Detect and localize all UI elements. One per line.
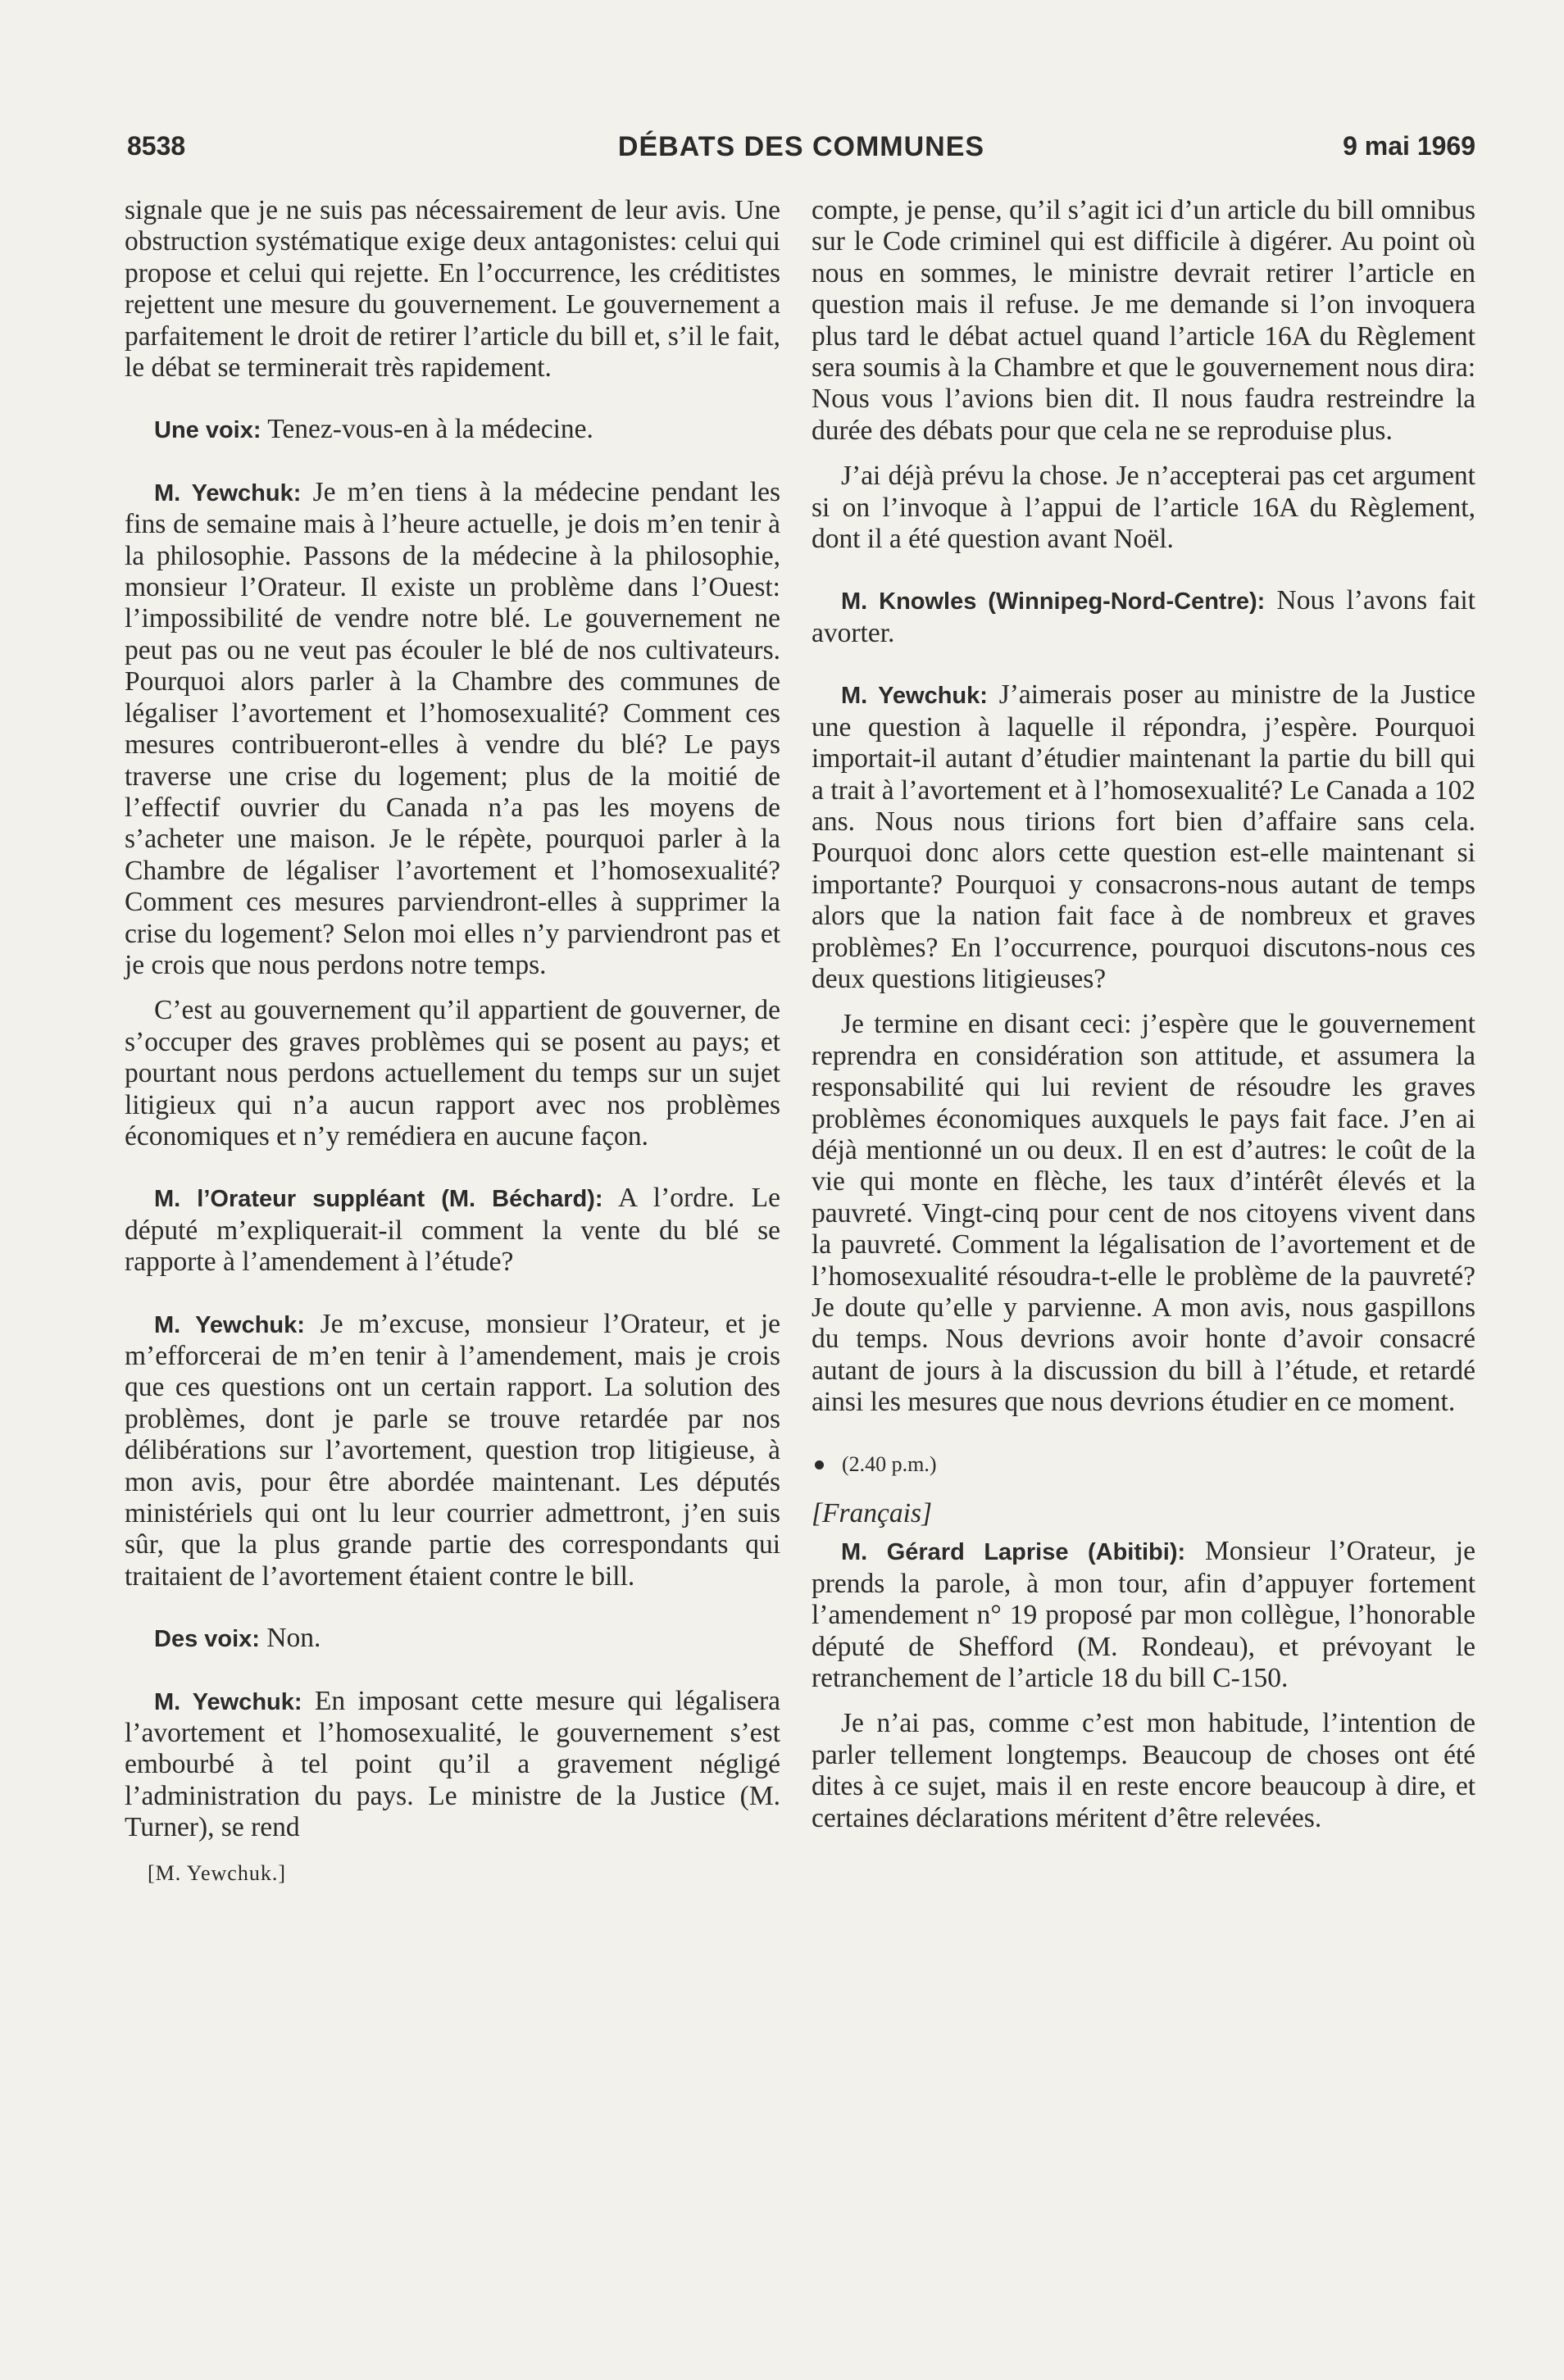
- speaker-name: M. l’Orateur suppléant (M. Béchard):: [154, 1186, 603, 1213]
- paragraph: J’ai déjà prévu la chose. Je n’accepterai pas cet argument si on l’invoque à l’appui de l’article 16A du Règlement, dont il a été question avant Noël.: [812, 461, 1475, 555]
- paragraph: Je termine en disant ceci: j’espère que le gouvernement reprendra en considération son attitude, et assumera la responsabilité qui lui revient de résoudre les graves problèmes économiques auxquels le pays fait face. J’en ai déjà mentionné un ou deux. Il en est d’autres: le coût de la vie qui monte en flèche, les taux d’intérêt élevés et la pauvreté. Vingt-cinq pour cent de nos citoyens vivent dans la pauvreté. Comment la légalisation de l’avortement et de l’homosexualité résoudra-t-elle le problème de la pauvreté? Je doute qu’elle y parvienne. A mon avis, nous gaspillons du temps. Nous devrions avoir honte d’avoir consacré autant de jours à la discussion du bill à l’étude, et retardé ainsi les mesures que nous devrions étudier en ce moment.: [812, 1009, 1475, 1418]
- speaker-name: M. Yewchuk:: [154, 1688, 302, 1715]
- paragraph: Je n’ai pas, comme c’est mon habitude, l’intention de parler tellement longtemps. Beaucoup de choses ont été dites à ce sujet, mais il en reste encore beaucoup à dire, et certaines déclarations méritent d’être relevées.: [812, 1708, 1475, 1833]
- language-marker: [Français]: [812, 1498, 933, 1529]
- time-text: (2.40 p.m.): [842, 1451, 937, 1476]
- bullet-icon: [815, 1460, 824, 1469]
- speech-text: J’aimerais poser au ministre de la Justice une question à laquelle il répondra, j’espère. Pourquoi importait-il autant d’étudier maintenant la partie du bill qui a trait à l’avortement et à l’homosexualité? Le Canada a 102 ans. Nous nous tirions fort bien d’affaire sans cela. Pourquoi donc alors cette question est-elle maintenant si importante? Pourquoi y consacrons-nous autant de temps alors que la nation fait face à de nombreux et graves problèmes? En l’occurrence, pourquoi discutons-nous ces deux questions litigieuses?: [812, 679, 1475, 994]
- speaker-name: M. Gérard Laprise (Abitibi):: [841, 1539, 1186, 1566]
- page-header: [127, 131, 1475, 172]
- left-column: [125, 195, 780, 1889]
- speech-paragraph: [125, 1686, 780, 1844]
- speaker-name: M. Yewchuk:: [154, 479, 302, 506]
- speaker-name: Une voix:: [154, 417, 261, 444]
- speech-paragraph: [125, 1623, 780, 1655]
- speaker-footnote: [M. Yewchuk.]: [148, 1860, 286, 1885]
- page-number: 8538: [127, 131, 186, 161]
- speech-text: Non.: [259, 1623, 321, 1654]
- right-column: [812, 195, 1475, 1848]
- paragraph: signale que je ne suis pas nécessairement de leur avis. Une obstruction systématique exige deux antagonistes: celui qui propose et celui qui rejette. En l’occurrence, les créditistes rejettent une mesure du gouvernement. Le gouvernement a parfaitement le droit de retirer l’article du bill et, s’il le fait, le débat se terminerait très rapidement.: [125, 195, 780, 384]
- speech-text: A l’ordre. Le député m’expliquerait-il comment la vente du blé se rapporte à l’amendement à l’étude?: [125, 1183, 780, 1278]
- speech-text: Je m’en tiens à la médecine pendant les fins de semaine mais à l’heure actuelle, je dois m’en tenir à la philosophie. Passons de la médecine à la philosophie, monsieur l’Orateur. Il existe un problème dans l’Ouest: l’impossibilité de vendre notre blé. Le gouvernement ne peut pas ou ne veut pas écouler le blé de nos cultivateurs. Pourquoi alors parler à la Chambre des communes de légaliser l’avortement et l’homosexualité? Comment ces mesures contribueront-elles à vendre du blé? Le pays traverse une crise du logement; plus de la moitié de l’effectif ouvrier du Canada n’a pas les moyens de s’acheter une maison. Je le répète, pourquoi parler à la Chambre de légaliser l’avortement et l’homosexualité? Comment ces mesures parviendront-elles à supprimer la crise du logement? Selon moi elles n’y parviendront pas et je crois que nous perdons notre temps.: [125, 476, 780, 980]
- speech-paragraph: [812, 679, 1475, 995]
- time-marker: [812, 1449, 1475, 1480]
- speech-paragraph: [125, 414, 780, 446]
- speaker-name: M. Yewchuk:: [154, 1311, 305, 1338]
- speech-paragraph: [125, 1309, 780, 1593]
- speech-paragraph: [812, 585, 1475, 649]
- speech-text: Je m’excuse, monsieur l’Orateur, et je m’efforcerai de m’en tenir à l’amendement, mais je crois que ces questions ont un certain rapport. La solution des problèmes, dont je parle se trouve retardée par nos délibérations sur l’avortement, question trop litigieuse, à mon avis, pour être abordée maintenant. Les députés ministériels qui ont lu leur courrier admettront, j’en suis sûr, que la plus grande partie des correspondants qui traitaient de l’avortement étaient contre le bill.: [125, 1308, 780, 1592]
- speech-text: Monsieur l’Orateur, je prends la parole, à mon tour, afin d’appuyer fortement l’amendement n° 19 proposé par mon collègue, l’honorable député de Shefford (M. Rondeau), et prévoyant le retranchement de l’article 18 du bill C-150.: [812, 1536, 1475, 1694]
- paragraph: C’est au gouvernement qu’il appartient de gouverner, de s’occuper des graves problèmes qui se posent au pays; et pourtant nous perdons actuellement du temps sur un sujet litigieux qui n’a aucun rapport avec nos problèmes économiques et n’y remédiera en aucune façon.: [125, 995, 780, 1151]
- speech-paragraph: [125, 1183, 780, 1278]
- speech-text: Nous l’avons fait avorter.: [812, 585, 1475, 648]
- speaker-name: M. Knowles (Winnipeg-Nord-Centre):: [841, 588, 1266, 615]
- paragraph: compte, je pense, qu’il s’agit ici d’un article du bill omnibus sur le Code criminel qui est difficile à digérer. Au point où nous en sommes, le ministre devrait retirer l’article en question mais il refuse. Je me demande si l’on invoquera plus tard le débat actuel quand l’article 16A du Règlement sera soumis à la Chambre et que le gouvernement nous dira: Nous vous l’avions bien dit. Il nous faudra restreindre la durée des débats pour que cela ne se reproduise plus.: [812, 195, 1475, 446]
- publication-title: DÉBATS DES COMMUNES: [617, 131, 985, 162]
- speech-paragraph: [812, 1536, 1475, 1694]
- speaker-name: M. Yewchuk:: [841, 683, 988, 710]
- publication-date: 9 mai 1969: [1343, 131, 1475, 161]
- speaker-name: Des voix:: [154, 1626, 260, 1653]
- speech-paragraph: [125, 477, 780, 982]
- speech-text: Tenez-vous-en à la médecine.: [261, 414, 593, 445]
- speech-text: En imposant cette mesure qui légalisera l’avortement et l’homosexualité, le gouvernement s’est embourbé à tel point qu’il a gravement négligé l’administration du pays. Le ministre de la Justice (M. Turner), se rend: [125, 1685, 780, 1843]
